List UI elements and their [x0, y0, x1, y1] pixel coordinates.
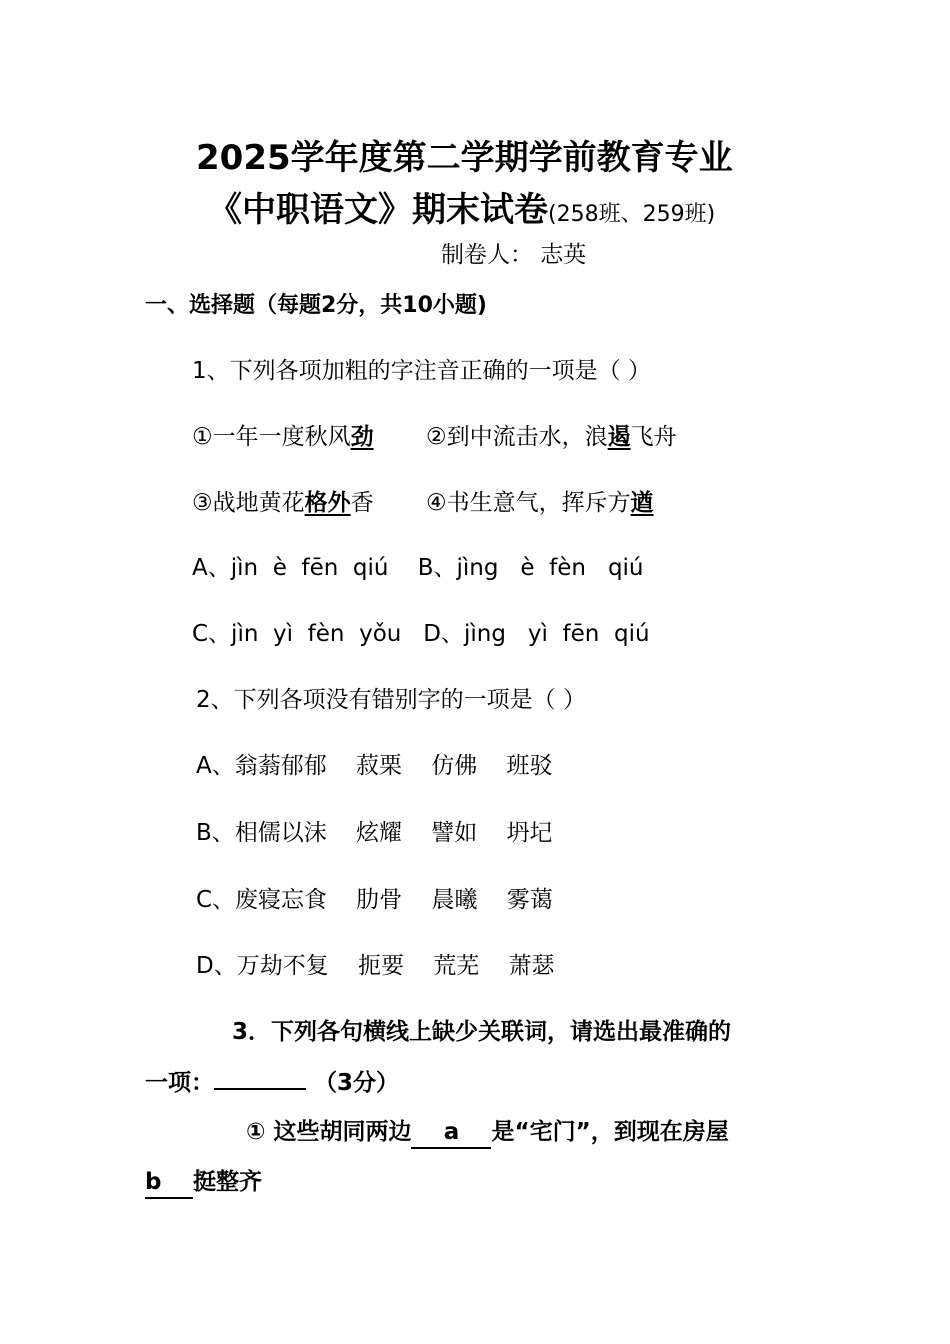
q1-item-1 — [192, 418, 374, 451]
q2-option-b: B、相儒以沫 炫耀 譬如 坍圮 — [196, 820, 553, 846]
q1-item-1-text: ①一年一度秋风 — [192, 424, 351, 450]
q1-item-3 — [192, 484, 374, 517]
q1-item-3-post: 香 — [350, 490, 374, 516]
q1-item-2-bold: 遏 — [607, 424, 631, 450]
q1-item-4-bold: 遒 — [630, 490, 654, 516]
q3-blank-a: a — [411, 1119, 491, 1149]
q1-options-ab: A、jìn è fēn qiú B、jìng è fèn qiú — [192, 555, 644, 581]
q3-stem-line1: 3．下列各句横线上缺少关联词，请选出最准确的 — [232, 1019, 732, 1045]
exam-author: 制卷人： 志英 — [441, 242, 587, 268]
exam-title-line1: 2025学年度第二学期学前教育专业 — [196, 138, 733, 178]
q2-option-d: D、万劫不复 扼要 荒芜 萧瑟 — [196, 953, 555, 979]
q3-stem-prefix: 一项： — [145, 1070, 214, 1097]
exam-title-name: 《中职语文》期末试卷 — [208, 190, 548, 230]
q3-sentence-1-cont — [145, 1163, 262, 1199]
q1-item-2-post: 飞舟 — [630, 424, 677, 450]
q3-points: （3分） — [314, 1070, 400, 1097]
q1-options-cd: C、jìn yì fèn yǒu D、jìng yì fēn qiú — [192, 621, 650, 647]
q1-item-3-bold: 格外 — [304, 490, 351, 516]
exam-title-line2 — [208, 182, 715, 231]
q1-item-3-text: ③战地黄花 — [192, 490, 305, 516]
q3-sentence-1-mid: 是“宅门”，到现在房屋 — [491, 1119, 729, 1145]
q2-stem: 2、下列各项没有错别字的一项是（ ） — [196, 687, 586, 713]
q1-item-2-text: ②到中流击水，浪 — [426, 424, 608, 450]
exam-classes: (258班、259班) — [548, 202, 716, 227]
q3-sentence-1 — [246, 1113, 729, 1149]
q1-stem: 1、下列各项加粗的字注音正确的一项是（ ） — [192, 358, 651, 384]
q2-option-a: A、翁蓊郁郁 菽栗 仿佛 班驳 — [196, 753, 553, 779]
section-heading: 一、选择题（每题2分，共10小题) — [145, 293, 487, 318]
q3-sentence-1-text: ① 这些胡同两边 — [246, 1119, 412, 1145]
q3-answer-blank[interactable] — [214, 1064, 306, 1090]
q1-item-2 — [426, 418, 677, 451]
q3-blank-b: b — [145, 1169, 193, 1199]
q1-item-4-text: ④书生意气，挥斥方 — [426, 490, 631, 516]
q3-stem-line2 — [145, 1064, 399, 1097]
q3-sentence-1-post: 挺整齐 — [193, 1169, 262, 1195]
q2-option-c: C、废寝忘食 肋骨 晨曦 雾蔼 — [196, 887, 553, 913]
q1-item-4 — [426, 484, 654, 517]
q1-item-1-bold: 劲 — [350, 424, 374, 450]
